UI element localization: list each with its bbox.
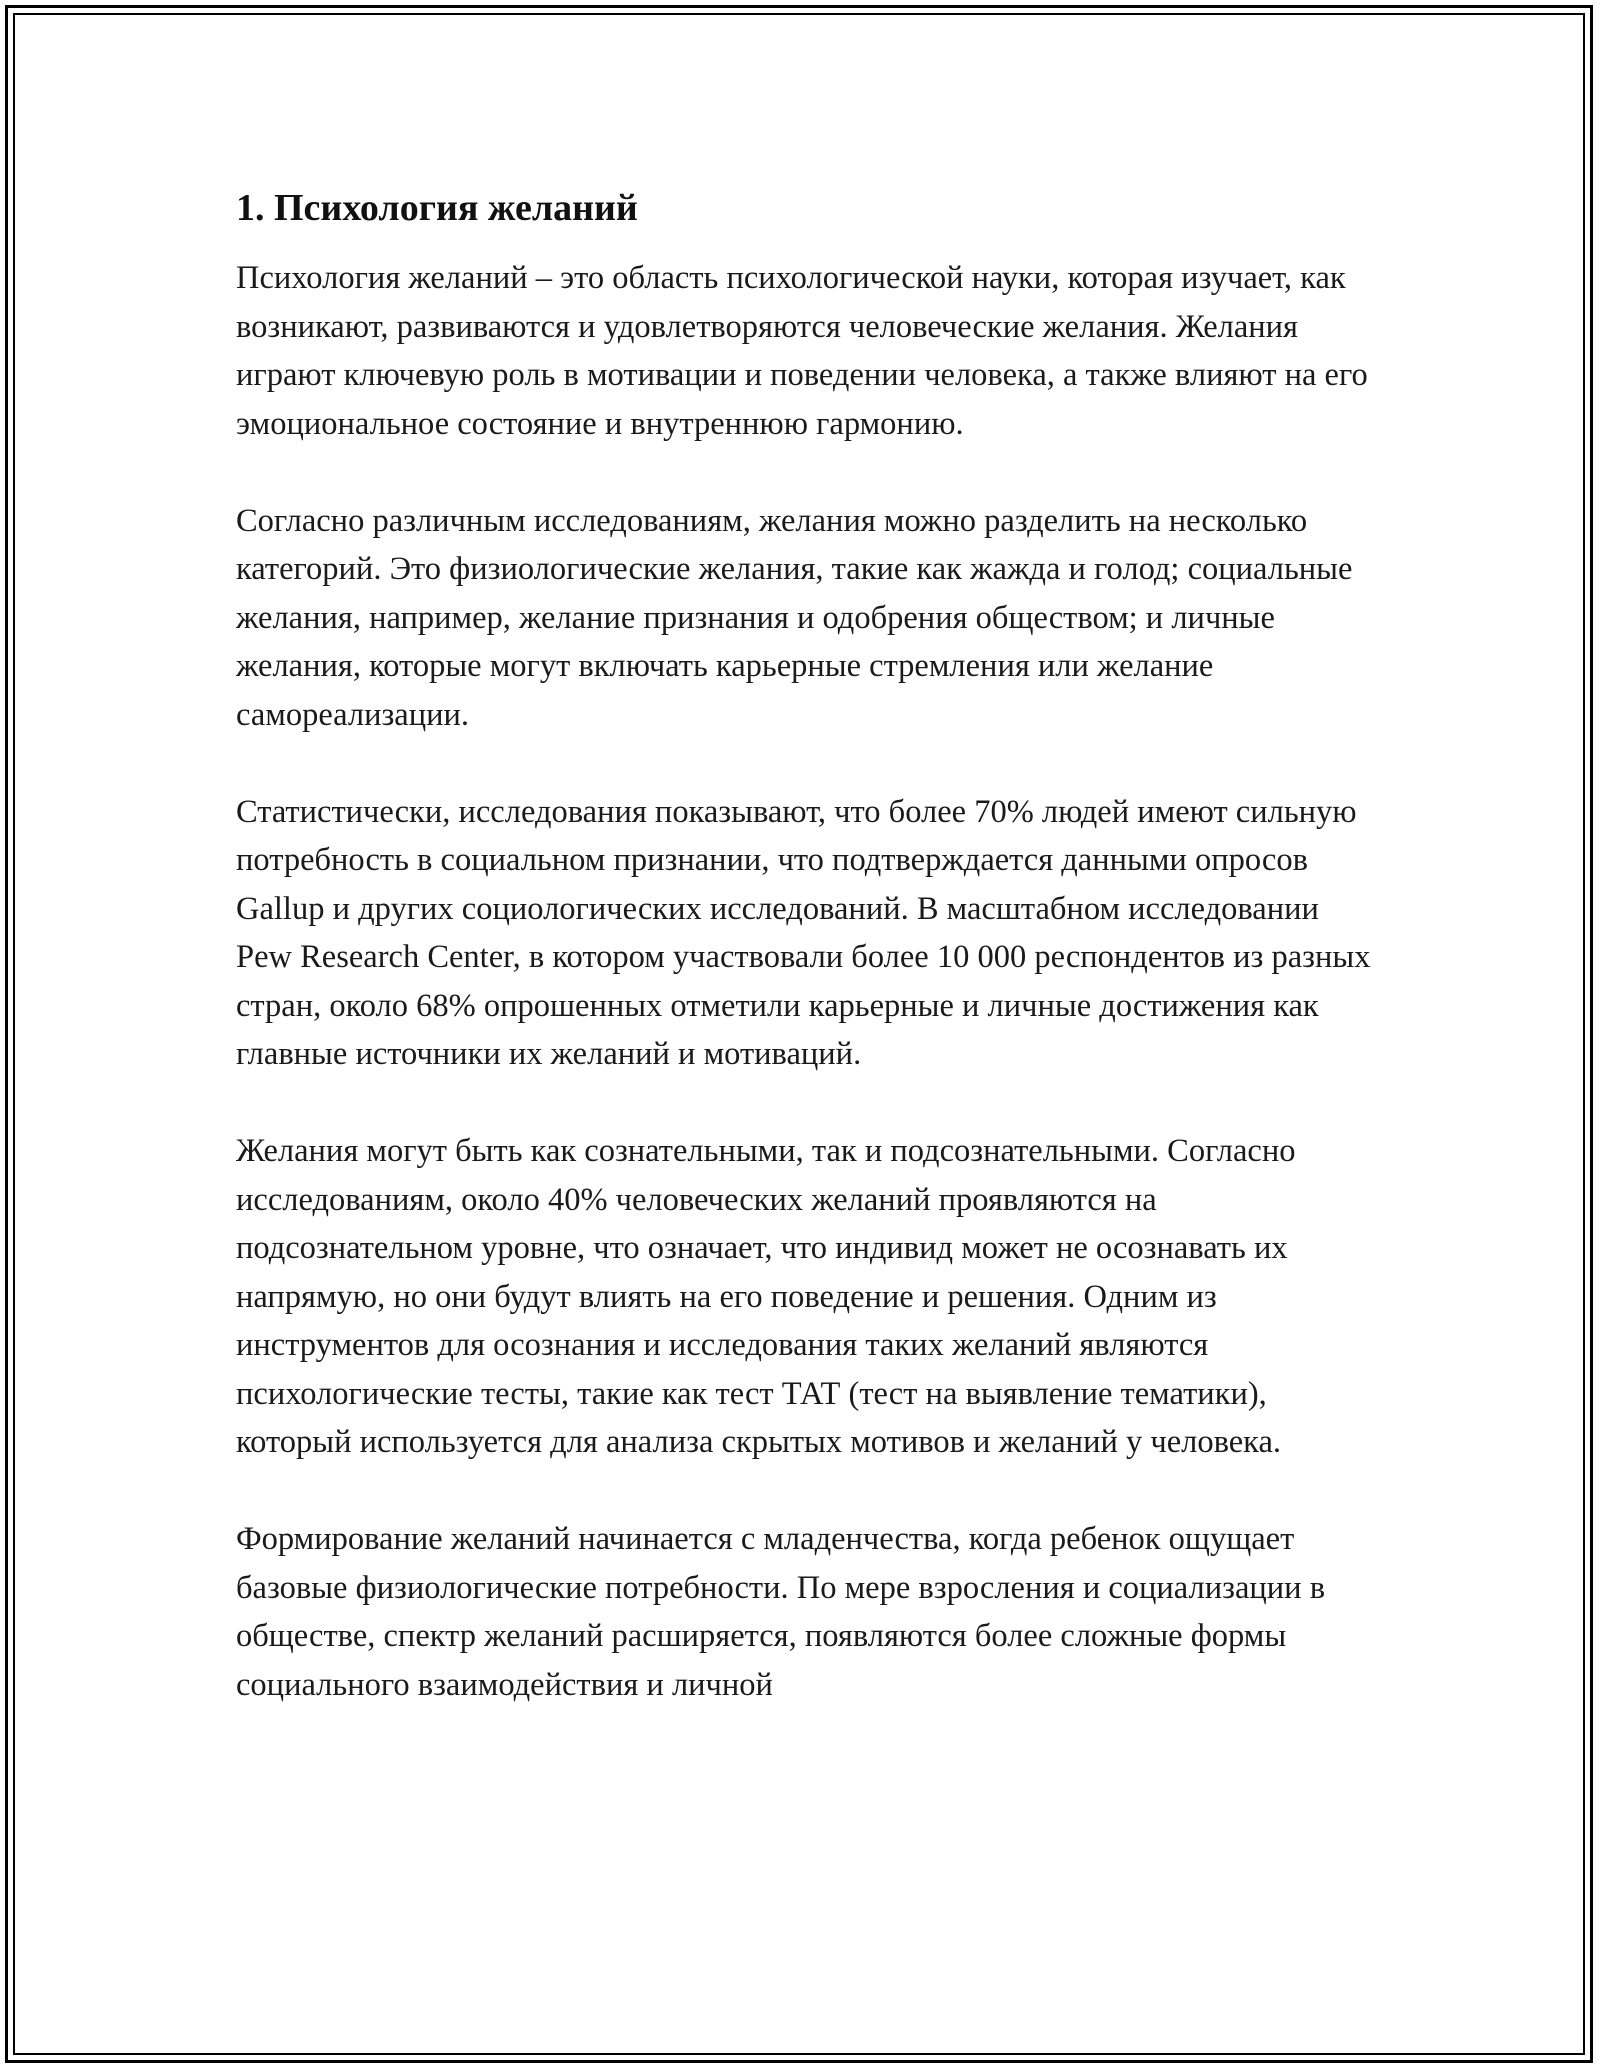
paragraph-subconscious: Желания могут быть как сознательными, так и подсознательными. Согласно исследованиям, около 40% человеческих желаний проявляются на подсознательном уровне, что означает, что индивид может не осознавать их напрямую, но они будут влиять на его поведение и решения. Одним из инструментов для осознания и исследования таких желаний являются психологические тесты, такие как тест ТАТ (тест на выявление тематики), который используется для анализа скрытых мотивов и желаний у человека. xyxy=(236,1133,1296,1460)
paragraph-formation: Формирование желаний начинается с младенчества, когда ребенок ощущает базовые физиологические потребности. По мере взросления и социализации в обществе, спектр желаний расширяется, появляются более сложные формы социального взаимодействия и личной xyxy=(236,1521,1326,1703)
paragraph-definition: Психология желаний – это область психологической науки, которая изучает, как возникают, развиваются и удовлетворяются человеческие желания. Желания играют ключевую роль в мотивации и поведении человека, а также влияют на его эмоциональное состояние и внутреннюю гармонию. xyxy=(236,260,1368,442)
section-heading: 1. Психология желаний xyxy=(236,187,638,229)
paragraph-categories: Согласно различным исследованиям, желания можно разделить на несколько категорий. Это физиологические желания, такие как жажда и голод; социальные желания, например, желание признания и одобрения обществом; и личные желания, которые могут включать карьерные стремления или желание самореализации. xyxy=(236,502,1353,733)
paragraph-statistics: Статистически, исследования показывают, что более 70% людей имеют сильную потребность в социальном признании, что подтверждается данными опросов Gallup и других социологических исследований. В масштабном исследовании Pew Research Center, в котором участвовали более 10 000 респондентов из разных стран, около 68% опрошенных отметили карьерные и личные достижения как главные источники их желаний и мотиваций. xyxy=(236,793,1371,1072)
document-body xyxy=(236,184,1382,1758)
